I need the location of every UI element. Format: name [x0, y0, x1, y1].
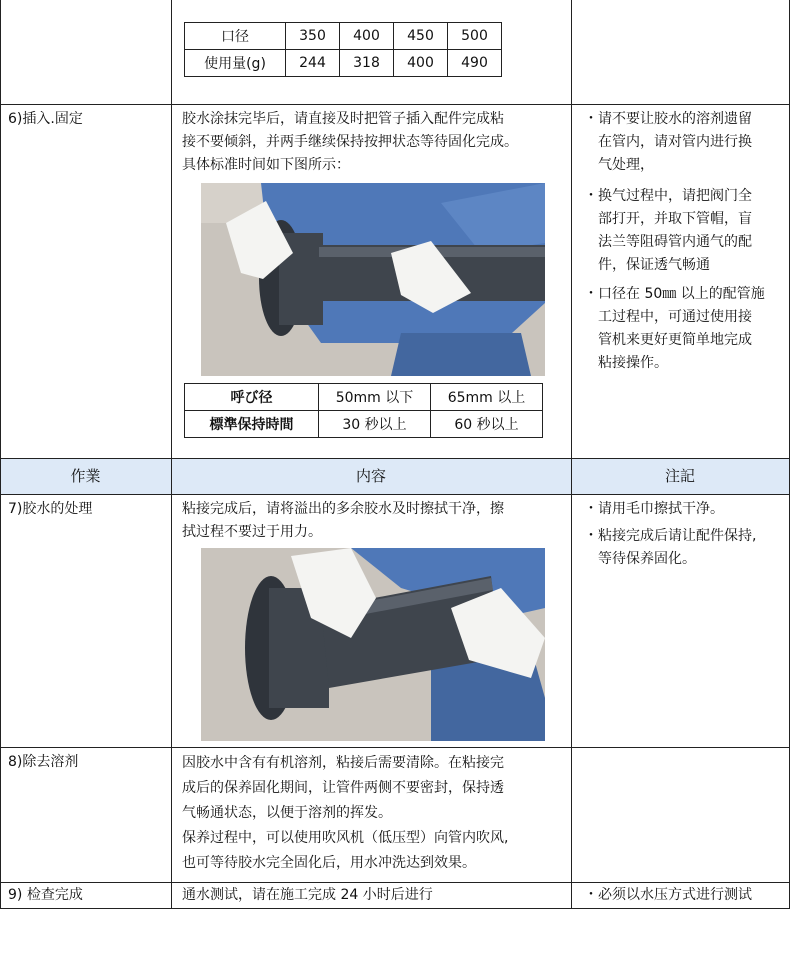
diameter-label: 口径 — [185, 23, 286, 50]
step-9-notes — [572, 884, 789, 907]
note-line: 管机来更好更简单地完成 — [598, 332, 752, 348]
note-line: 部打开，并取下管帽，盲 — [598, 211, 752, 227]
header-content: 内容 — [355, 467, 386, 485]
pipe-insertion-photo — [201, 183, 545, 376]
content-line: 粘接完成后，请将溢出的多余胶水及时擦拭干净，擦 — [182, 501, 504, 517]
content-line: 通水测试，请在施工完成 24 小时后进行 — [182, 887, 433, 903]
note-line: 工过程中，可通过使用接 — [598, 309, 752, 325]
note-item — [584, 498, 785, 521]
content-line: 因胶水中含有有机溶剂，粘接后需要清除。在粘接完 — [182, 755, 504, 771]
table-row — [185, 23, 502, 50]
note-item — [584, 185, 785, 277]
diameter-value: 450 — [394, 23, 448, 50]
content-line: 保养过程中，可以使用吹风机（低压型）向管内吹风, — [182, 830, 509, 846]
step-6-content — [172, 108, 571, 177]
usage-value: 400 — [394, 50, 448, 77]
hold-time-large: 60 秒以上 — [431, 411, 543, 438]
size-small: 50mm 以下 — [319, 384, 431, 411]
nominal-diameter-label: 呼び径 — [185, 384, 319, 411]
content-line: 成后的保养固化期间，让管件两侧不要密封，保持透 — [182, 780, 504, 796]
note-line: 等待保养固化。 — [598, 551, 696, 567]
note-item — [584, 108, 785, 177]
glue-wiping-photo — [201, 548, 545, 741]
content-line: 具体标准时间如下图所示： — [182, 157, 350, 173]
note-line: 换气过程中，请把阀门全 — [598, 188, 752, 204]
bullet: ・ — [584, 501, 598, 517]
note-line: 件，保证透气畅通 — [598, 257, 710, 273]
table-row — [185, 384, 543, 411]
size-large: 65mm 以上 — [431, 384, 543, 411]
hold-time-label: 標準保持時間 — [185, 411, 319, 438]
note-line: 粘接完成后请让配件保持, — [598, 528, 757, 544]
diameter-usage-table — [184, 22, 502, 77]
step-7-notes — [572, 498, 789, 571]
step-8-content — [172, 751, 571, 876]
diameter-value: 400 — [340, 23, 394, 50]
table-row — [185, 411, 543, 438]
usage-value: 490 — [448, 50, 502, 77]
note-item — [584, 283, 785, 375]
note-line: 气处理， — [598, 157, 654, 173]
note-line: 请用毛巾擦拭干净。 — [598, 501, 724, 517]
note-line: 口径在 50㎜ 以上的配管施 — [598, 286, 765, 302]
header-notes: 注記 — [664, 467, 695, 485]
note-line: 粘接操作。 — [598, 355, 668, 371]
step-7-title: 7)胶水的处理 — [8, 501, 93, 517]
note-item — [584, 884, 785, 907]
bullet: ・ — [584, 286, 598, 302]
step-9-title: 9) 检查完成 — [8, 887, 83, 903]
table-row — [185, 50, 502, 77]
step-7-content — [172, 498, 571, 544]
header-work: 作業 — [70, 467, 101, 485]
bullet: ・ — [584, 887, 598, 903]
step-6-notes — [572, 108, 789, 375]
content-line: 也可等待胶水完全固化后，用水冲洗达到效果。 — [182, 855, 476, 871]
step-9-content — [172, 884, 571, 907]
note-line: 在管内，请对管内进行换 — [598, 134, 752, 150]
hold-time-table — [184, 383, 543, 438]
step-6-title: 6)插入.固定 — [8, 111, 83, 127]
usage-value: 318 — [340, 50, 394, 77]
hold-time-small: 30 秒以上 — [319, 411, 431, 438]
diameter-value: 350 — [286, 23, 340, 50]
note-line: 必须以水压方式进行测试 — [598, 887, 752, 903]
bullet: ・ — [584, 188, 598, 204]
content-line: 拭过程不要过于用力。 — [182, 524, 322, 540]
content-line: 胶水涂抹完毕后，请直接及时把管子插入配件完成粘 — [182, 111, 504, 127]
note-line: 法兰等阻碍管内通气的配 — [598, 234, 752, 250]
usage-label: 使用量(g) — [185, 50, 286, 77]
bullet: ・ — [584, 111, 598, 127]
content-line: 气畅通状态，以便于溶剂的挥发。 — [182, 805, 392, 821]
usage-value: 244 — [286, 50, 340, 77]
diameter-value: 500 — [448, 23, 502, 50]
step-8-title: 8)除去溶剂 — [8, 754, 79, 770]
content-line: 接不要倾斜，并两手继续保持按押状态等待固化完成。 — [182, 134, 518, 150]
note-line: 请不要让胶水的溶剂遗留 — [598, 111, 752, 127]
note-item — [584, 525, 785, 571]
bullet: ・ — [584, 528, 598, 544]
